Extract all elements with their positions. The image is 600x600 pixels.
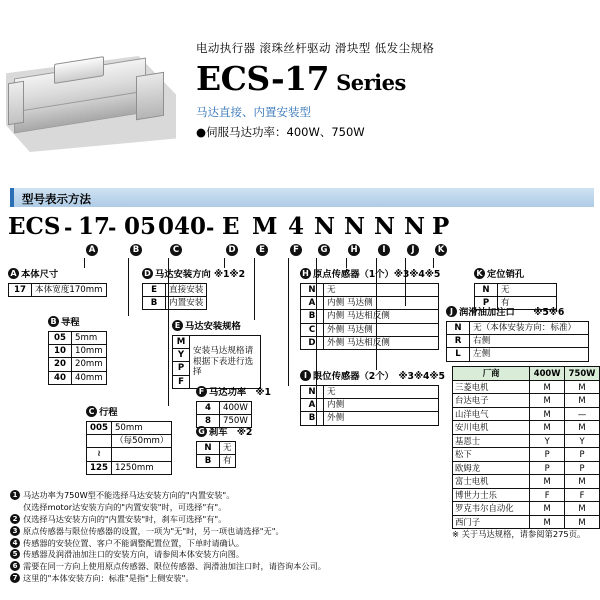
actuator-end-cap-left (8, 81, 24, 126)
marker-icon-e: E (172, 320, 183, 331)
marker-j: J (407, 244, 419, 256)
code-brake: N (314, 213, 336, 240)
table-row (143, 283, 207, 296)
maker-750w: M (565, 515, 600, 529)
lube-port-desc: 无（本体安装方向：标准） (470, 321, 589, 334)
pin-hole-code: P (475, 296, 498, 309)
maker-col-750w: 750W (565, 367, 600, 381)
maker-400w: M (530, 407, 565, 421)
maker-750w: Y (565, 434, 600, 448)
block-origin-sensor (300, 268, 446, 350)
maker-name: 富士电机 (453, 475, 530, 489)
block-lead (48, 316, 144, 385)
maker-750w: M (565, 394, 600, 408)
header (0, 18, 600, 178)
pin-hole-table (474, 283, 557, 311)
marker-icon-k: K (474, 268, 485, 279)
lube-port-code: N (447, 321, 470, 334)
origin-sensor-table (300, 283, 439, 351)
table-row (447, 348, 589, 361)
limit-sensor-desc: 外侧 (324, 412, 439, 425)
maker-750w: — (565, 407, 600, 421)
table-row (143, 296, 207, 309)
table-row (453, 421, 600, 435)
block-origin-sensor-title (300, 268, 446, 281)
maker-400w: M (530, 502, 565, 516)
code-stroke: 040 (158, 213, 207, 240)
code-body-size: 17 (78, 213, 111, 240)
motor-maker-table (452, 366, 600, 529)
table-row (447, 334, 589, 347)
lead-code: 40 (49, 371, 72, 384)
code-origin-sensor: N (344, 213, 366, 240)
header-text (196, 40, 596, 140)
maker-400w: M (530, 380, 565, 394)
footnote-text-2: 仅选择马达安装方向的"内置安装"时，刹车可选择"有"。 (23, 513, 227, 524)
product-name: ECS-17 (196, 59, 330, 98)
table-row (453, 407, 600, 421)
motor-spec-code: F (178, 376, 184, 387)
limit-sensor-desc: 内侧 (324, 398, 439, 411)
footnote-text-3: 原点传感器与限位传感器的设置，一项为"无"时，另一项也请选择"无"。 (23, 525, 284, 536)
table-row (49, 331, 107, 344)
section-title: 型号表示方法 (22, 192, 91, 206)
stroke-table (86, 421, 172, 475)
block-stroke (86, 406, 186, 475)
marker-icon-c: C (86, 406, 97, 417)
motor-spec-note: 安装马达规格请根据下表进行选择 (190, 335, 261, 388)
maker-name: 三菱电机 (453, 380, 530, 394)
connector-a (84, 258, 85, 268)
origin-sensor-desc: 外侧 马达侧 (324, 323, 439, 336)
origin-sensor-code: A (301, 296, 324, 309)
brake-desc: 有 (220, 454, 236, 467)
block-brake-label: 刹车 ※2 (209, 427, 253, 438)
block-motor-power-title (196, 386, 280, 399)
lead-table (48, 331, 107, 385)
block-motor-power (196, 386, 280, 428)
block-limit-sensor (300, 370, 446, 426)
stroke-code (87, 434, 112, 447)
lead-desc: 20mm (72, 358, 107, 371)
table-row (301, 385, 439, 398)
motor-dir-code: B (143, 296, 166, 309)
limit-sensor-desc: 无 (324, 385, 439, 398)
table-row (453, 434, 600, 448)
marker-h: H (348, 244, 360, 256)
block-lube-port (446, 306, 596, 362)
code-motor-spec: M (252, 213, 278, 240)
connector-f (288, 258, 289, 386)
block-pin-hole-label: 定位销孔 (487, 269, 525, 280)
lead-desc: 40mm (72, 371, 107, 384)
lead-desc: 10mm (72, 344, 107, 357)
stroke-code: 125 (87, 461, 112, 474)
footnote-marker-6: 6 (10, 561, 20, 571)
motor-power-code: 8 (197, 414, 220, 427)
block-motor-power-label: 马达功率 ※1 (209, 387, 271, 398)
table-row (173, 335, 261, 388)
body-size-code: 17 (9, 283, 32, 296)
lube-port-desc: 右侧 (470, 334, 589, 347)
limit-sensor-code: B (301, 412, 324, 425)
table-row (301, 412, 439, 425)
maker-400w: P (530, 461, 565, 475)
block-limit-sensor-title (300, 370, 446, 383)
block-body-size-title (8, 268, 128, 281)
brake-desc: 无 (220, 441, 236, 454)
table-row (447, 321, 589, 334)
footnote-5 (10, 549, 440, 561)
pin-hole-desc: 有 (498, 296, 557, 309)
brake-code: N (197, 441, 220, 454)
connector-k (433, 258, 434, 268)
code-lube-port: N (404, 213, 426, 240)
code-dash-1: - (64, 216, 73, 240)
pin-hole-desc: 无 (498, 283, 557, 296)
table-row (197, 454, 236, 467)
maker-name: 山洋电气 (453, 407, 530, 421)
table-row (301, 336, 439, 349)
origin-sensor-desc: 内侧 马达相反侧 (324, 310, 439, 323)
block-motor-direction-title (142, 268, 268, 281)
motor-power-desc: 400W (220, 401, 252, 414)
maker-name: 松下 (453, 448, 530, 462)
table-row (475, 283, 557, 296)
footnote-text-4: 传感器的安装位置、客户不能调整配置位置，下单时请确认。 (23, 537, 245, 548)
marker-icon-i: I (300, 370, 311, 381)
pin-hole-code: N (475, 283, 498, 296)
maker-col-400w: 400W (530, 367, 565, 381)
footnotes (10, 490, 440, 585)
footnote-marker-7: 7 (10, 573, 20, 583)
block-origin-sensor-label: 原点传感器（1个）※3※4※5 (313, 269, 441, 280)
table-header-row (453, 367, 600, 381)
page-title (196, 59, 596, 98)
code-dash-3: - (206, 216, 215, 240)
table-row (475, 296, 557, 309)
block-motor-spec-label: 马达安装规格 (185, 321, 241, 332)
maker-name: 罗克韦尔自动化 (453, 502, 530, 516)
footnote-1 (10, 490, 440, 502)
table-row (453, 461, 600, 475)
table-row (301, 296, 439, 309)
marker-icon-d: D (142, 268, 153, 279)
footnote-2 (10, 514, 440, 526)
series-label: Series (336, 70, 406, 95)
origin-sensor-code: B (301, 310, 324, 323)
mount-type-note: 马达直接、内置安装型 (196, 105, 311, 119)
motor-dir-desc: 直接安装 (166, 283, 207, 296)
maker-col-maker: 厂商 (453, 367, 530, 381)
limit-sensor-code: N (301, 385, 324, 398)
maker-400w: P (530, 448, 565, 462)
footnote-1b (10, 502, 440, 514)
marker-e: E (256, 244, 268, 256)
motor-power-table (196, 401, 252, 429)
motor-power-note: ●伺服马达功率：400W、750W (196, 125, 365, 139)
maker-table (452, 366, 600, 529)
code-lead: 05 (124, 213, 157, 240)
body-size-desc: 本体宽度170mm (32, 283, 107, 296)
table-row (301, 310, 439, 323)
block-body-size-label: 本体尺寸 (21, 269, 59, 280)
maker-name: 安川电机 (453, 421, 530, 435)
brake-table (196, 441, 236, 469)
footnote-text-6: 需要在同一方向上使用原点传感器、限位传感器、润滑油加注口时，请咨询本公司。 (23, 561, 326, 572)
block-brake (196, 426, 280, 468)
footnote-marker-2: 2 (10, 514, 20, 524)
origin-sensor-code: C (301, 323, 324, 336)
table-row (453, 475, 600, 489)
block-brake-title (196, 426, 280, 439)
marker-g: G (318, 244, 330, 256)
table-row (453, 380, 600, 394)
lead-desc: 5mm (72, 331, 107, 344)
maker-400w: M (530, 421, 565, 435)
table-row (197, 401, 252, 414)
lube-port-code: L (447, 348, 470, 361)
block-lead-title (48, 316, 144, 329)
code-limit-sensor: N (374, 213, 396, 240)
block-pin-hole-title (474, 268, 564, 281)
marker-f: F (290, 244, 302, 256)
footnote-marker-3: 3 (10, 526, 20, 536)
motor-dir-desc: 内置安装 (166, 296, 207, 309)
maker-name: 博世力士乐 (453, 488, 530, 502)
stroke-desc: （每50mm） (111, 434, 171, 447)
marker-b: B (130, 244, 142, 256)
motor-spec-table (172, 335, 261, 389)
table-row (49, 358, 107, 371)
footnote-marker-1: 1 (10, 490, 20, 500)
maker-750w: P (565, 448, 600, 462)
motor-power-code: 4 (197, 401, 220, 414)
lead-code: 20 (49, 358, 72, 371)
section-bar (10, 188, 594, 207)
limit-sensor-code: A (301, 398, 324, 411)
maker-name: 台达电子 (453, 394, 530, 408)
maker-750w: P (565, 461, 600, 475)
maker-name: 欧姆龙 (453, 461, 530, 475)
table-row (453, 515, 600, 529)
lead-code: 05 (49, 331, 72, 344)
maker-table-note: ※ 关于马达规格，请参阅第275页。 (452, 529, 586, 539)
table-row (87, 434, 172, 447)
code-pin-hole: P (432, 213, 450, 240)
block-motor-spec (172, 320, 268, 389)
block-pin-hole (474, 268, 564, 310)
table-row (453, 502, 600, 516)
footnote-text-1b: 仅选择motor达安装方向的"内置安装"时，可选择"有"。 (23, 501, 227, 512)
table-row (301, 323, 439, 336)
origin-sensor-code: N (301, 283, 324, 296)
table-row (9, 283, 107, 296)
block-motor-direction (142, 268, 268, 310)
table-row (49, 344, 107, 357)
marker-icon-b: B (48, 316, 59, 327)
maker-400w: F (530, 488, 565, 502)
code-dash-2: - (108, 216, 117, 240)
table-row (197, 441, 236, 454)
motor-dir-code: E (143, 283, 166, 296)
block-body-size (8, 268, 128, 297)
footnote-text-1: 马达功率为750W型不能选择马达安装方向的"内置安装"。 (23, 490, 235, 500)
marker-k: K (435, 244, 447, 256)
maker-750w: M (565, 502, 600, 516)
table-row (87, 421, 172, 434)
block-lead-label: 导程 (61, 317, 80, 328)
block-limit-sensor-label: 限位传感器（2个） ※3※4※5 (313, 371, 446, 382)
limit-sensor-table (300, 385, 439, 426)
connector-b (128, 258, 129, 316)
footnote-6 (10, 561, 440, 573)
maker-400w: M (530, 515, 565, 529)
footnote-marker-5: 5 (10, 549, 20, 559)
maker-750w: M (565, 380, 600, 394)
lube-port-code: R (447, 334, 470, 347)
table-row (301, 398, 439, 411)
marker-icon-f: F (196, 386, 207, 397)
footnote-text-7: 这里的"本体安装方向：标准"是指"上侧安装"。 (23, 573, 194, 584)
connector-h (346, 258, 347, 268)
maker-400w: M (530, 394, 565, 408)
code-motor-power: 4 (288, 213, 305, 240)
origin-sensor-desc: 内侧 马达侧 (324, 296, 439, 309)
maker-name: 基恩士 (453, 434, 530, 448)
stroke-code: 005 (87, 421, 112, 434)
body-size-table (8, 283, 107, 297)
block-lube-port-label: 润滑油加注口 ※5※6 (459, 307, 565, 318)
maker-750w: M (565, 421, 600, 435)
lube-port-desc: 左侧 (470, 348, 589, 361)
connector-d (224, 258, 225, 268)
block-motor-direction-label: 马达安装方向 ※1※2 (155, 269, 246, 280)
motor-spec-code: M (173, 336, 189, 349)
header-subtitle: 电动执行器 滚珠丝杆驱动 滑块型 低发尘规格 (196, 41, 435, 55)
block-motor-spec-title (172, 320, 268, 333)
stroke-desc: 1250mm (111, 461, 171, 474)
marker-icon-h: H (300, 268, 311, 279)
marker-a: A (86, 244, 98, 256)
marker-icon-a: A (8, 268, 19, 279)
table-row (453, 394, 600, 408)
stroke-desc (111, 448, 171, 461)
footnote-3 (10, 526, 440, 538)
marker-c: C (170, 244, 182, 256)
maker-400w: M (530, 475, 565, 489)
maker-400w: Y (530, 434, 565, 448)
origin-sensor-desc: 无 (324, 283, 439, 296)
lead-code: 10 (49, 344, 72, 357)
table-row (49, 371, 107, 384)
table-row (301, 283, 439, 296)
marker-icon-g: G (196, 426, 207, 437)
footnote-marker-4: 4 (10, 538, 20, 548)
lube-port-table (446, 321, 589, 362)
motor-direction-table (142, 283, 207, 311)
maker-750w: F (565, 488, 600, 502)
motor-power-desc: 750W (220, 414, 252, 427)
code-motor-dir: E (222, 213, 240, 240)
footnote-7 (10, 573, 440, 585)
origin-sensor-code: D (301, 336, 324, 349)
stroke-code: ≀ (87, 448, 112, 461)
block-stroke-label: 行程 (99, 407, 118, 418)
maker-name: 西门子 (453, 515, 530, 529)
motor-spec-code: P (173, 362, 189, 375)
brake-code: B (197, 454, 220, 467)
stroke-desc: 50mm (111, 421, 171, 434)
marker-icon-j: J (446, 306, 457, 317)
block-stroke-title (86, 406, 186, 419)
table-row (87, 448, 172, 461)
marker-d: D (226, 244, 238, 256)
footnote-4 (10, 538, 440, 550)
origin-sensor-desc: 外侧 马达相反侧 (324, 336, 439, 349)
motor-spec-code: Y (173, 349, 189, 362)
maker-750w: M (565, 475, 600, 489)
product-image (6, 38, 176, 158)
code-ecs: ECS (8, 213, 61, 240)
table-row (453, 488, 600, 502)
marker-i: I (378, 244, 390, 256)
table-row (87, 461, 172, 474)
table-row (453, 448, 600, 462)
footnote-text-5: 传感器及润滑油加注口的安装方向，请参阅本体安装方向图。 (23, 549, 245, 560)
actuator-end-cap-right (136, 72, 164, 120)
